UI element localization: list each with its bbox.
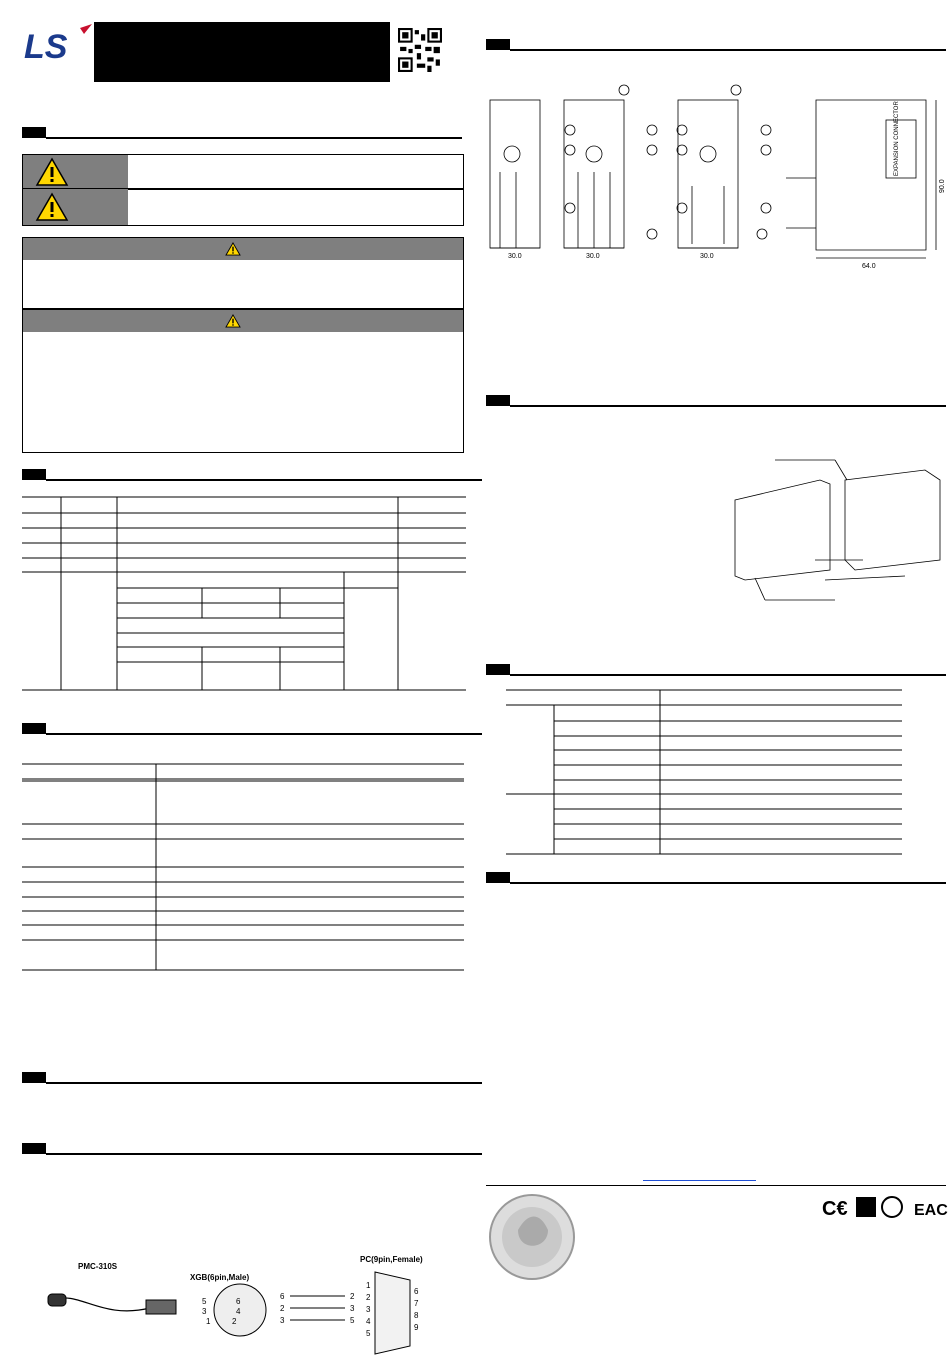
pc-pin: 9: [414, 1323, 419, 1332]
xgb-pin: 4: [236, 1307, 241, 1316]
warning-notice-box: [22, 237, 464, 309]
section-header-warranty: [486, 872, 946, 884]
pc-pin: 8: [414, 1311, 419, 1320]
warning-row: [22, 154, 464, 190]
pc-pin: 2: [366, 1293, 371, 1302]
footer-divider: [486, 1185, 946, 1186]
xgb-pin: 6: [236, 1297, 241, 1306]
section-header-performance: [22, 723, 482, 735]
section-header-accessories: [22, 1072, 482, 1084]
xgb-pin: 3: [202, 1307, 207, 1316]
height-label: 90.0: [939, 179, 946, 193]
map-left-pin: 2: [280, 1304, 285, 1313]
map-left-pin: 3: [280, 1316, 285, 1325]
ls-logo: [22, 22, 94, 66]
website-link[interactable]: [643, 1180, 756, 1181]
cable-label: PMC-310S: [78, 1262, 118, 1271]
pc-pin: 6: [414, 1287, 419, 1296]
warning-icon: [35, 157, 69, 187]
section-header-dimensions: [486, 39, 946, 51]
section-header-wiring: [486, 664, 946, 676]
installation-diagram: [725, 450, 945, 610]
map-right-pin: 5: [350, 1316, 355, 1325]
expansion-connector-label: EXPANSION CONNECTOR: [894, 101, 900, 176]
section-header-installation: [486, 395, 946, 407]
pc-pin: 1: [366, 1281, 371, 1290]
caution-row: [22, 188, 464, 226]
xgb-pin: 1: [206, 1317, 211, 1326]
section-header-specs: [22, 469, 482, 481]
caution-icon: [225, 314, 241, 328]
xgb-label: XGB(6pin,Male): [190, 1273, 250, 1282]
xgb-pin: 5: [202, 1297, 207, 1306]
svg-text:LS: LS: [24, 28, 68, 66]
pc-pin: 7: [414, 1299, 419, 1308]
mascot-seal-image: [488, 1190, 576, 1284]
map-right-pin: 3: [350, 1304, 355, 1313]
pc-pin: 4: [366, 1317, 371, 1326]
document-title-banner: [94, 22, 390, 82]
caution-notice-box: [22, 309, 464, 453]
performance-table: [22, 762, 464, 974]
warning-icon: [225, 242, 241, 256]
wiring-table: [506, 688, 902, 856]
caution-icon: [35, 192, 69, 222]
qr-code[interactable]: [398, 28, 442, 72]
section-header-safety: [22, 127, 462, 139]
pc-pin: 5: [366, 1329, 371, 1338]
section-header-cable: [22, 1143, 482, 1155]
xgb-pin: 2: [232, 1317, 237, 1326]
svg-text:EAC: EAC: [914, 1202, 948, 1219]
map-left-pin: 6: [280, 1292, 285, 1301]
certification-marks: [822, 1193, 948, 1221]
connector-diagram: [40, 1250, 440, 1354]
svg-text:C€: C€: [822, 1198, 848, 1220]
depth-label: 64.0: [862, 263, 876, 270]
map-right-pin: 2: [350, 1292, 355, 1301]
specs-table: [22, 496, 466, 692]
width-label-3: 30.0: [700, 253, 714, 260]
width-label-1: 30.0: [508, 253, 522, 260]
pc-pin: 3: [366, 1305, 371, 1314]
dimension-diagram: [486, 78, 948, 288]
pc-label: PC(9pin,Female): [360, 1255, 423, 1264]
width-label-2: 30.0: [586, 253, 600, 260]
